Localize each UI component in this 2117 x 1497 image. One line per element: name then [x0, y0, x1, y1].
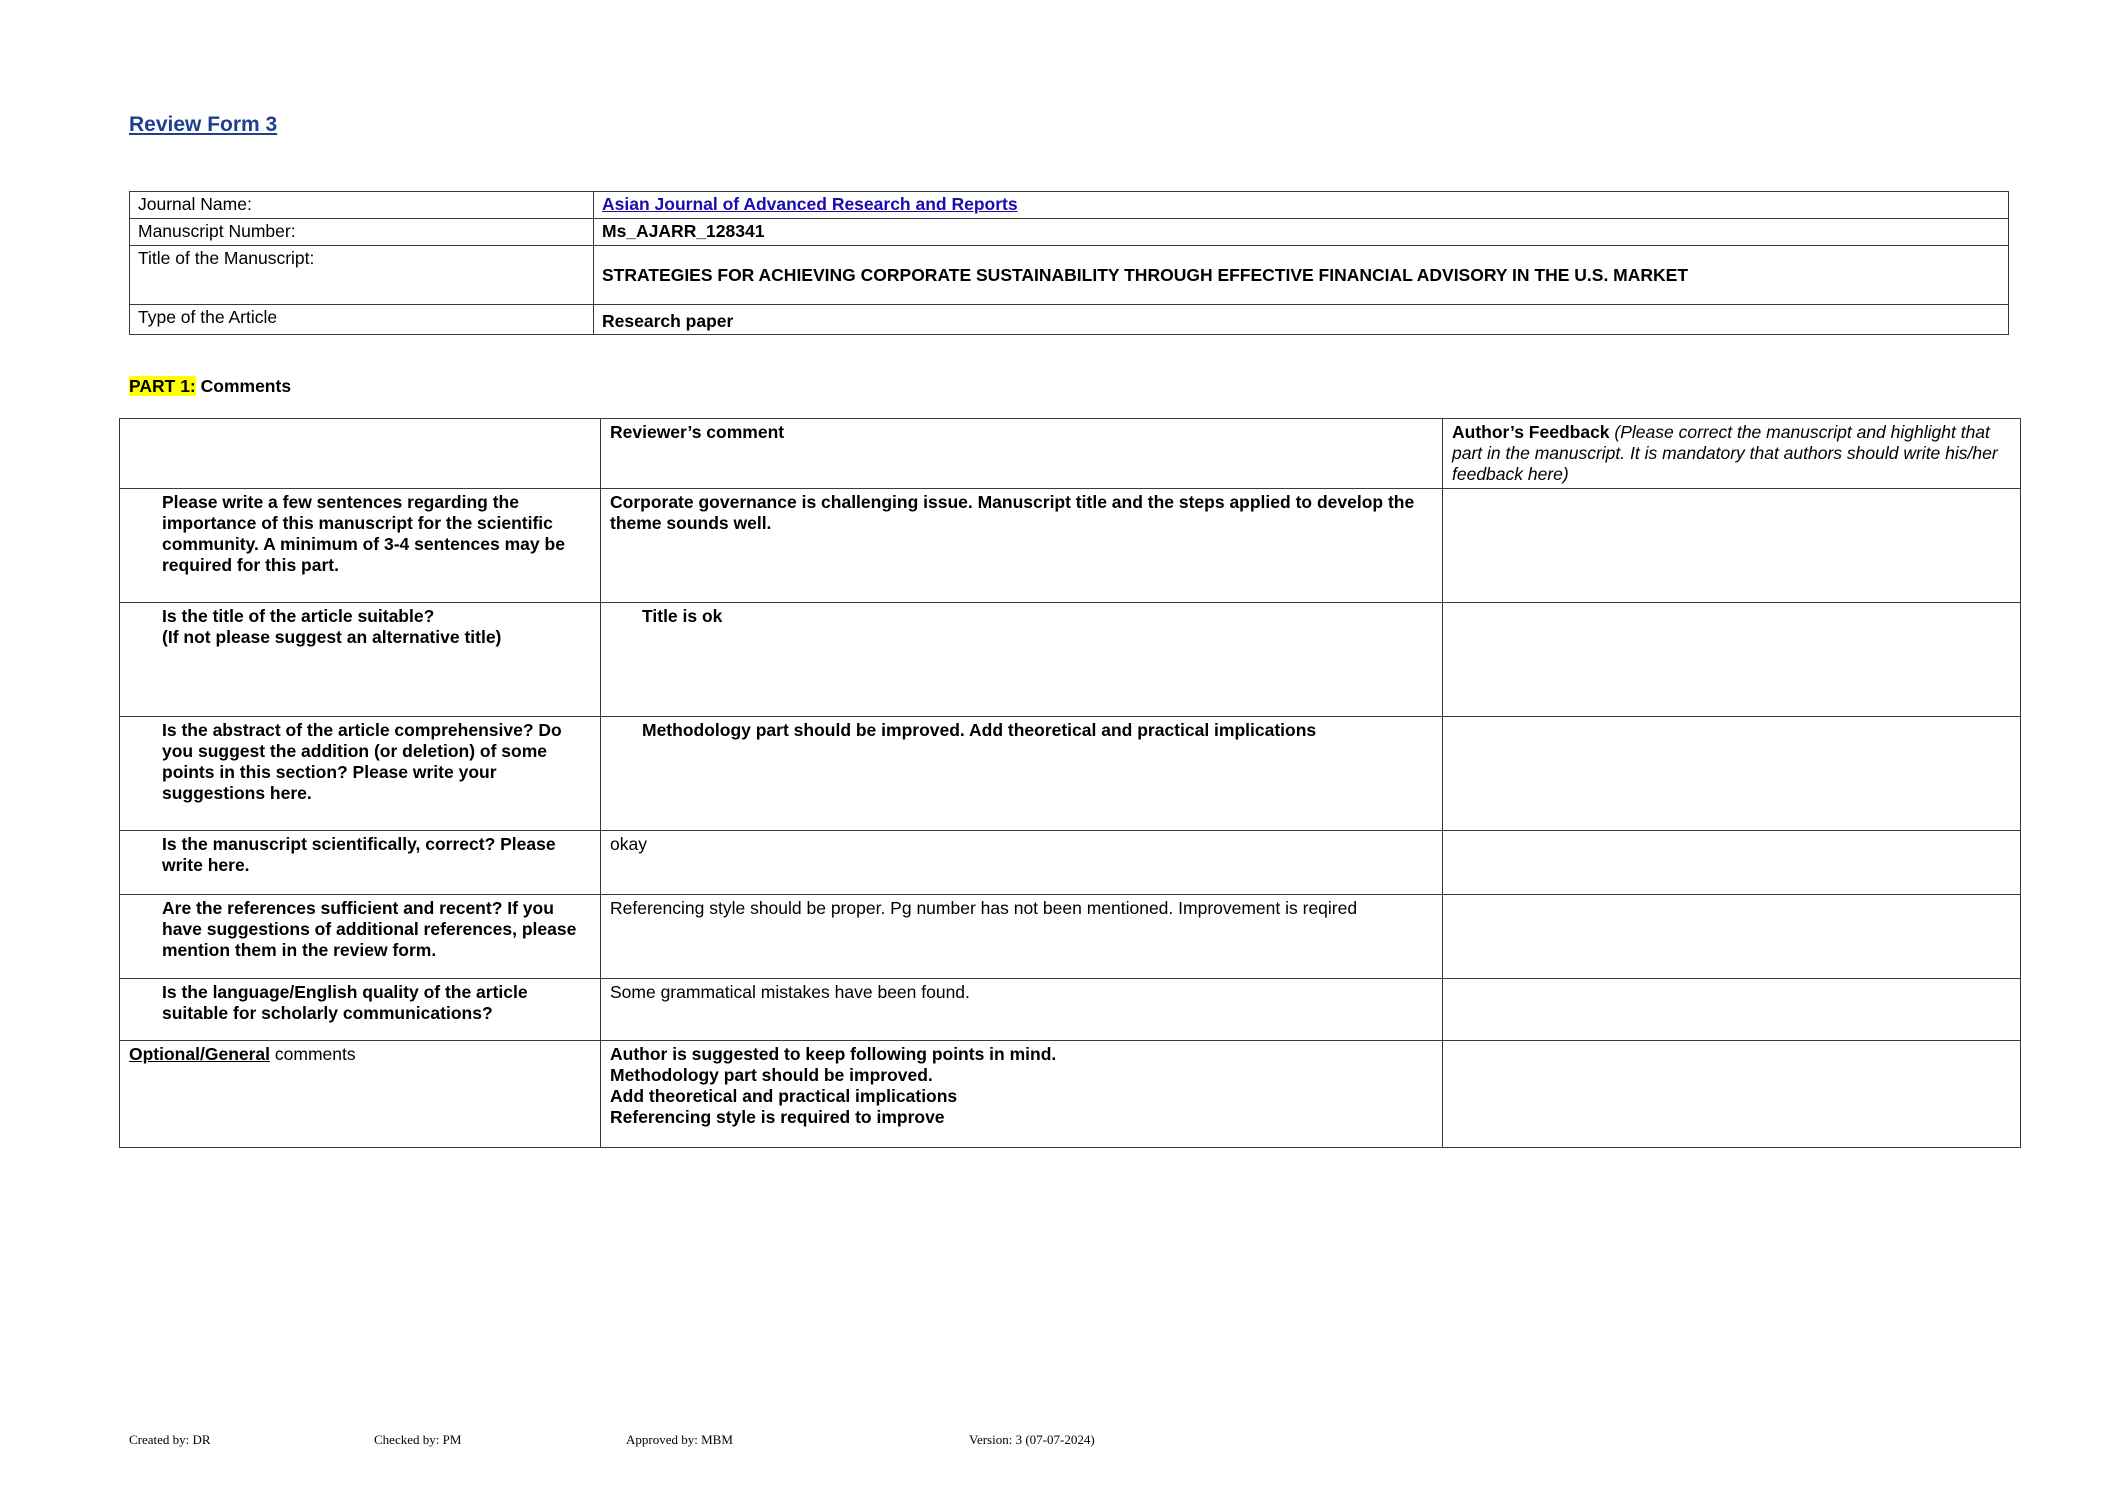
reviewer-comment-title: Title is ok: [601, 603, 1443, 717]
author-feedback-header-note: (Please correct the manuscript and highlight that part in the manuscript. It is mandatory that authors should write his/her feedback here): [1452, 422, 1998, 484]
footer-approved: Approved by: MBM: [626, 1432, 733, 1447]
optional-comments-row: [120, 1041, 2021, 1148]
footer-checked: Checked by: PM: [374, 1432, 462, 1447]
author-feedback-header-bold: Author’s Feedback: [1452, 422, 1610, 442]
footer: [0, 1432, 2117, 1452]
author-feedback-title[interactable]: [1443, 603, 2021, 717]
reviewer-comment-scientific: okay: [601, 831, 1443, 895]
reviewer-comment-references: Referencing style should be proper. Pg number has not been mentioned. Improvement is reqired: [601, 895, 1443, 979]
footer-version: Version: 3 (07-07-2024): [969, 1432, 1095, 1447]
header-row: [120, 419, 2021, 489]
manuscript-title-text: STRATEGIES FOR ACHIEVING CORPORATE SUSTAINABILITY THROUGH EFFECTIVE FINANCIAL ADVISORY IN THE U.S. MARKET: [602, 264, 1689, 285]
reviewer-comment-language: Some grammatical mistakes have been found.: [601, 979, 1443, 1041]
comments-table: [119, 418, 2021, 1148]
article-type-value: [594, 305, 2009, 335]
table-row: [120, 895, 2021, 979]
manuscript-number-label: Manuscript Number:: [130, 219, 594, 246]
reviewer-comment-abstract: Methodology part should be improved. Add theoretical and practical implications: [601, 717, 1443, 831]
journal-link[interactable]: Asian Journal of Advanced Research and Reports: [602, 194, 1018, 214]
reviewer-comment-importance: Corporate governance is challenging issue. Manuscript title and the steps applied to develop the theme sounds well.: [601, 489, 1443, 603]
optional-comments-text: [601, 1041, 1443, 1148]
journal-label: Journal Name:: [130, 192, 594, 219]
question-abstract: Is the abstract of the article comprehensive? Do you suggest the addition (or deletion) of some points in this section? Please write your suggestions here.: [120, 717, 601, 831]
author-feedback-optional[interactable]: [1443, 1041, 2021, 1148]
author-feedback-abstract[interactable]: [1443, 717, 2021, 831]
journal-row: [130, 192, 2009, 219]
question-title: [120, 603, 601, 717]
part1-title: Comments: [195, 376, 292, 396]
author-feedback-importance[interactable]: [1443, 489, 2021, 603]
optional-label-a: Optional: [129, 1044, 200, 1064]
author-feedback-scientific[interactable]: [1443, 831, 2021, 895]
question-references: Are the references sufficient and recent? If you have suggestions of additional references, please mention them in the review form.: [120, 895, 601, 979]
question-title-line2: (If not please suggest an alternative title): [162, 627, 502, 647]
table-row: [120, 979, 2021, 1041]
author-feedback-header: [1443, 419, 2021, 489]
part1-heading: [129, 376, 291, 397]
header-empty-cell: [120, 419, 601, 489]
optional-line-4: Referencing style is required to improve: [610, 1107, 945, 1127]
optional-label-rest: comments: [270, 1044, 356, 1064]
optional-line-2: Methodology part should be improved.: [610, 1065, 933, 1085]
question-title-line1: Is the title of the article suitable?: [162, 606, 435, 626]
article-type-row: [130, 305, 2009, 335]
optional-comments-label: [120, 1041, 601, 1148]
form-title: Review Form 3: [129, 113, 278, 136]
optional-label-b: General: [204, 1044, 271, 1064]
table-row: [120, 717, 2021, 831]
manuscript-title-value: [594, 246, 2009, 305]
article-type-text: Research paper: [602, 311, 734, 331]
footer-created: Created by: DR: [129, 1432, 211, 1447]
reviewer-comment-header: Reviewer’s comment: [601, 419, 1443, 489]
optional-label-sep: /: [199, 1044, 205, 1064]
author-feedback-references[interactable]: [1443, 895, 2021, 979]
manuscript-number-value: Ms_AJARR_128341: [594, 219, 2009, 246]
question-importance: Please write a few sentences regarding the importance of this manuscript for the scientific community. A minimum of 3-4 sentences may be required for this part.: [120, 489, 601, 603]
optional-line-1: Author is suggested to keep following points in mind.: [610, 1044, 1057, 1064]
manuscript-title-label: Title of the Manuscript:: [130, 246, 594, 305]
table-row: [120, 603, 2021, 717]
part1-label: PART 1:: [129, 376, 196, 396]
journal-value: [594, 192, 2009, 219]
table-row: [120, 831, 2021, 895]
question-scientific: Is the manuscript scientifically, correct? Please write here.: [120, 831, 601, 895]
question-language: Is the language/English quality of the article suitable for scholarly communications?: [120, 979, 601, 1041]
optional-line-3: Add theoretical and practical implications: [610, 1086, 958, 1106]
manuscript-number-row: [130, 219, 2009, 246]
table-row: [120, 489, 2021, 603]
manuscript-info-table: [129, 191, 2009, 335]
article-type-label: Type of the Article: [130, 305, 594, 335]
manuscript-title-row: [130, 246, 2009, 305]
author-feedback-language[interactable]: [1443, 979, 2021, 1041]
